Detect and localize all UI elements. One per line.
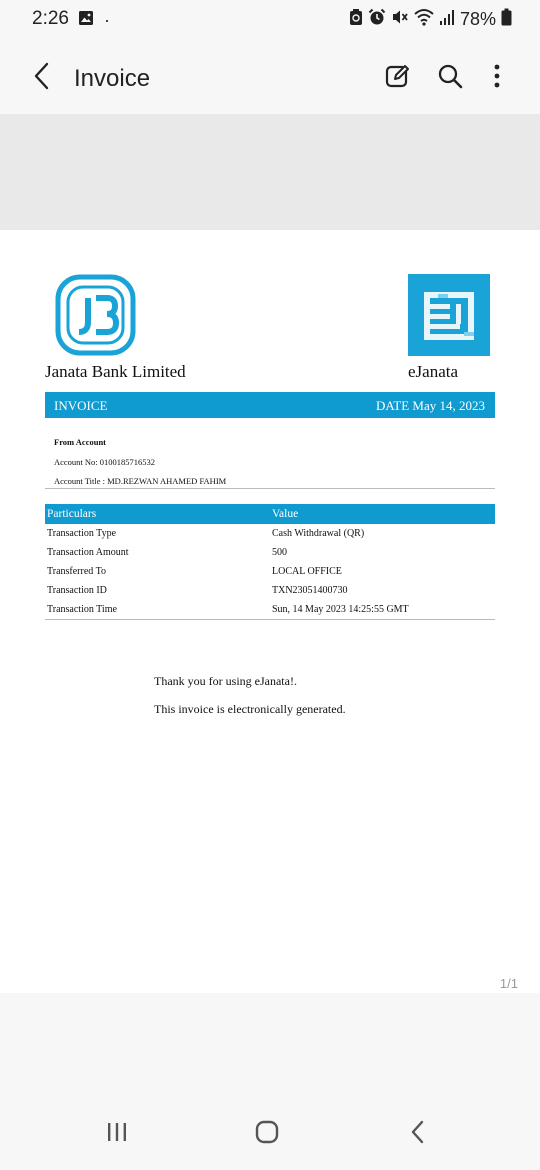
edit-icon <box>385 63 411 94</box>
app-bar <box>0 40 540 114</box>
more-icon <box>493 63 501 94</box>
search-button[interactable] <box>434 62 466 94</box>
value-cell: LOCAL OFFICE <box>272 566 342 577</box>
invoice-header-bar <box>45 392 495 418</box>
invoice-date: DATE May 14, 2023 <box>375 398 485 413</box>
more-options-button[interactable] <box>481 62 513 94</box>
recycle-icon <box>349 8 363 31</box>
thank-you-text: Thank you for using eJanata!. <box>154 674 297 688</box>
generated-note: This invoice is electronically generated. <box>154 702 346 716</box>
wifi-icon <box>414 8 434 31</box>
back-nav-button[interactable] <box>398 1118 438 1150</box>
navigation-bar <box>0 1096 540 1170</box>
account-number: Account No: 0100185716532 <box>54 457 156 467</box>
alarm-icon <box>368 8 386 31</box>
value-cell: Cash Withdrawal (QR) <box>272 528 365 539</box>
divider <box>45 488 495 489</box>
particular-cell: Transaction Type <box>47 528 117 539</box>
from-account-heading: From Account <box>54 437 107 447</box>
column-header-value: Value <box>272 508 299 520</box>
table-bottom-border <box>45 619 495 620</box>
column-header-particulars: Particulars <box>47 508 97 520</box>
status-dot: · <box>104 10 110 30</box>
home-icon <box>255 1120 279 1149</box>
recent-apps-icon <box>106 1121 128 1148</box>
table-row <box>45 543 495 562</box>
particular-cell: Transaction ID <box>47 585 107 596</box>
document-top-margin <box>0 114 540 230</box>
back-button[interactable] <box>26 62 58 94</box>
value-cell: Sun, 14 May 2023 14:25:55 GMT <box>272 604 409 615</box>
table-row <box>45 524 495 543</box>
edit-button[interactable] <box>382 62 414 94</box>
status-left-icons <box>78 10 110 31</box>
status-bar <box>0 0 540 40</box>
table-row <box>45 581 495 600</box>
particular-cell: Transferred To <box>47 566 107 577</box>
status-time: 2:26 <box>32 8 69 29</box>
back-nav-icon <box>410 1120 426 1149</box>
invoice-page[interactable] <box>0 230 540 993</box>
image-icon <box>78 10 94 31</box>
page-title: Invoice <box>74 65 151 92</box>
value-cell: TXN23051400730 <box>272 585 348 596</box>
particular-cell: Transaction Amount <box>47 547 129 558</box>
battery-icon <box>501 8 512 31</box>
status-right-icons <box>349 8 512 31</box>
janata-bank-logo <box>55 274 136 356</box>
battery-percent: 78% <box>459 9 496 29</box>
ejanata-name: eJanata <box>408 362 459 381</box>
account-title: Account Title : MD.REZWAN AHAMED FAHIM <box>54 476 227 486</box>
signal-icon <box>439 9 455 30</box>
bank-name: Janata Bank Limited <box>45 362 186 381</box>
table-row <box>45 562 495 581</box>
table-header <box>45 504 495 524</box>
page-indicator: 1/1 <box>499 976 518 991</box>
back-icon <box>33 62 51 95</box>
home-button[interactable] <box>247 1118 287 1150</box>
value-cell: 500 <box>272 547 287 558</box>
transaction-table <box>45 504 495 620</box>
search-icon <box>437 63 463 94</box>
mute-icon <box>391 8 409 31</box>
invoice-label: INVOICE <box>54 398 108 413</box>
particular-cell: Transaction Time <box>47 604 117 615</box>
recent-apps-button[interactable] <box>97 1118 137 1150</box>
table-row <box>45 600 495 619</box>
ejanata-logo <box>408 274 490 356</box>
